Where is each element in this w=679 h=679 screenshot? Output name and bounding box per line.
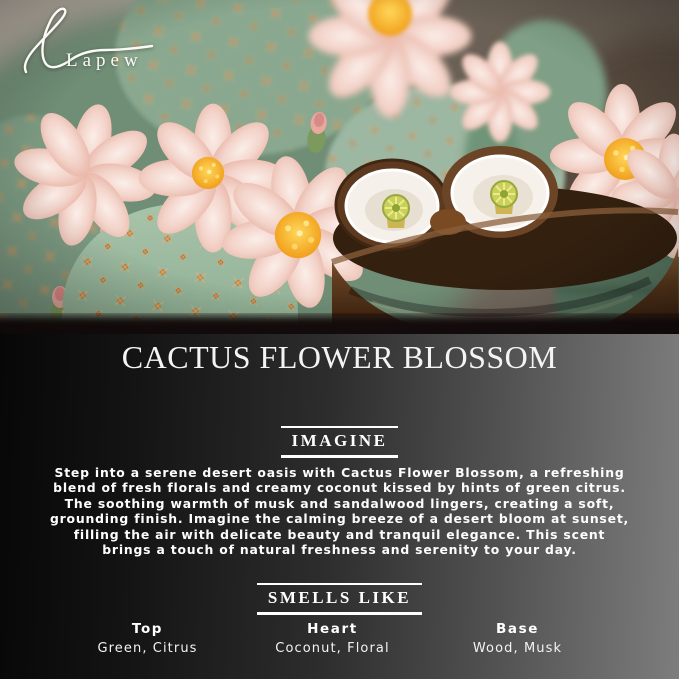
note-value-heart: Coconut, Floral [275,640,390,656]
smells-like-heading-label: SMELLS LIKE [267,587,412,607]
info-panel [0,334,679,679]
brand-logo [16,6,176,84]
note-label-heart: Heart [307,620,358,637]
scent-note-heart [240,621,425,656]
imagine-heading [281,426,399,458]
scent-note-top [55,621,240,656]
brand-name: Lapew [66,50,143,71]
note-value-base: Wood, Musk [472,640,563,656]
product-title: CACTUS FLOWER BLOSSOM [121,339,558,375]
note-value-top: Green, Citrus [97,640,198,656]
imagine-heading-label: IMAGINE [291,430,388,450]
imagine-body: Step into a serene desert oasis with Cactus Flower Blossom, a refreshing blend of fresh florals and creamy coconut kissed by hints of green citrus. The soothing warmth of musk and sandalwood lingers, creating a soft, grounding finish. Imagine the calming breeze of a desert bloom at sunset, filling the air with delicate beauty and tranquil elegance. This scent brings a touch of natural freshness and serenity to your day. [49,464,630,558]
note-label-base: Base [496,620,539,637]
scent-note-base [425,621,610,656]
scent-notes [55,621,610,656]
logo-script-l-icon [16,6,176,84]
smells-like-heading [257,583,422,615]
note-label-top: Top [131,620,164,637]
